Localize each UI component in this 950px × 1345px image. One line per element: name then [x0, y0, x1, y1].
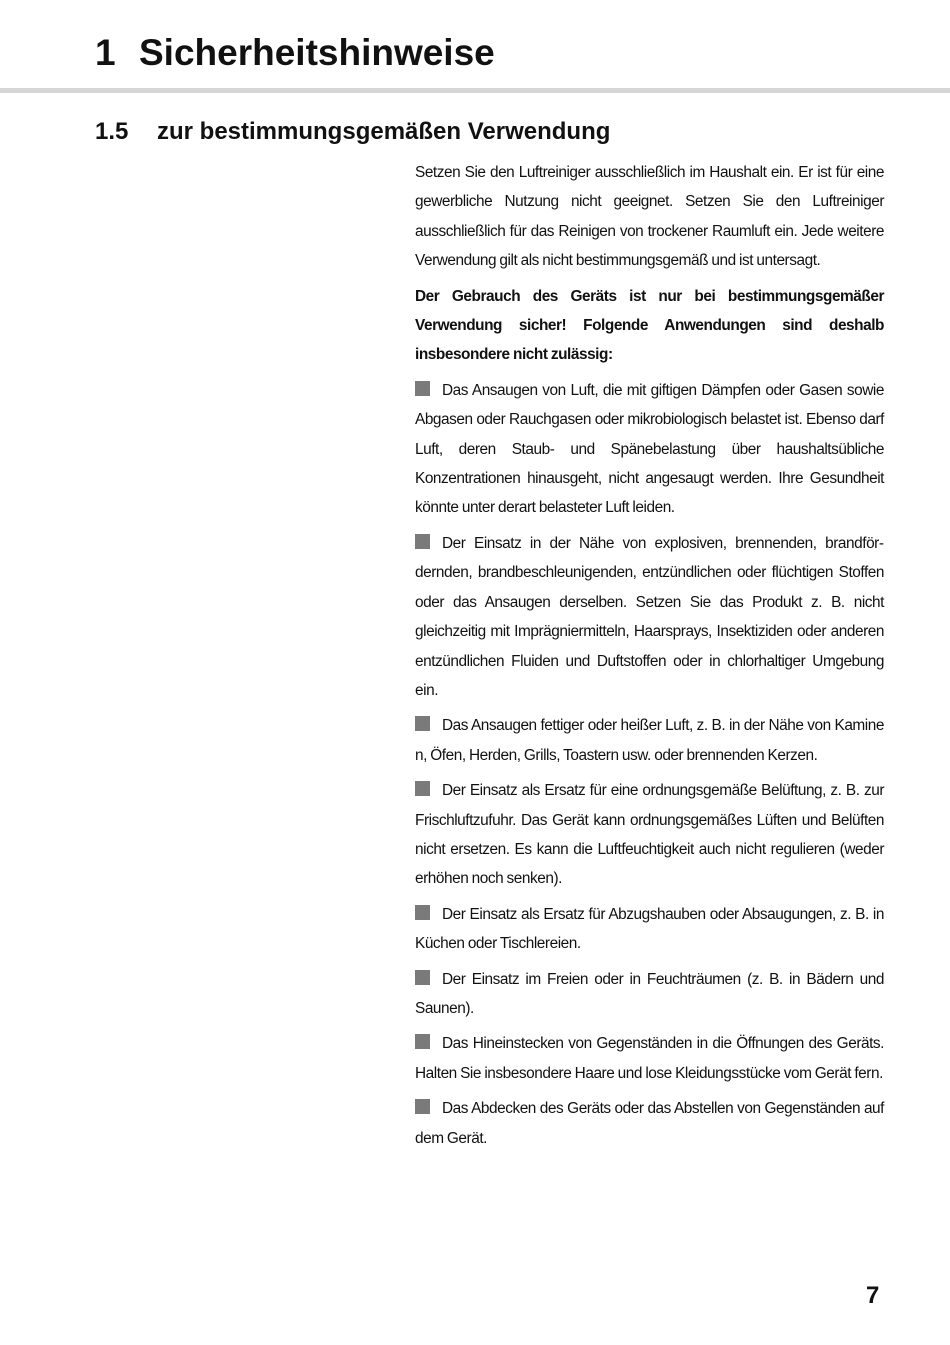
- square-bullet-icon: [415, 905, 430, 920]
- square-bullet-icon: [415, 716, 430, 731]
- square-bullet-icon: [415, 381, 430, 396]
- square-bullet-icon: [415, 781, 430, 796]
- square-bullet-icon: [415, 534, 430, 549]
- list-item-text: Das Abdecken des Geräts oder das Abstellen von Gegenständen auf dem Gerät.: [415, 1100, 884, 1147]
- intro-paragraph: Setzen Sie den Luftreiniger ausschließlich im Haushalt ein. Er ist für eine gewerbliche Nutzung nicht geeignet. Setzen Sie den Luftreiniger ausschließlich für das Reinigen von trockener Raumluft ein. Jede weitere Verwendung gilt als nicht bestimmungsgemäß und ist untersagt.: [415, 164, 884, 270]
- square-bullet-icon: [415, 1034, 430, 1049]
- chapter-title-text: Sicherheitshinweise: [139, 32, 495, 73]
- main-content: [415, 158, 884, 1159]
- list-item: [415, 900, 884, 959]
- section-number: 1.5: [95, 118, 129, 145]
- list-item-text: Das Ansaugen von Luft, die mit giftigen Dämpfen oder Gasen sowie Abgasen oder Rauchgasen oder mikrobiologisch belastet ist. Ebenso darf Luft, deren Staub- und Spänebelastung über haushaltsübliche Konzentrationen hinausgeht, nicht angesaugt werden. Ihre Gesundheit könnte unter derart belasteter Luft leiden.: [415, 381, 884, 517]
- list-item: [415, 711, 884, 770]
- header-rule: [0, 88, 950, 93]
- section-title-text: zur bestimmungsgemäßen Verwendung: [157, 118, 611, 145]
- list-item: [415, 376, 884, 523]
- chapter-title: [95, 30, 495, 76]
- list-item: [415, 1094, 884, 1153]
- page-number: 7: [866, 1282, 880, 1309]
- list-item-text: Der Einsatz als Ersatz für eine ordnungsgemäße Belüftung, z. B. zur Frischluftzufuhr. Das Gerät kann ordnungsgemäßes Lüften und Belüften nicht ersetzen. Es kann die Luftfeuchtigkeit auch nicht regulieren (weder erhöhen noch senken).: [415, 782, 884, 888]
- list-item: [415, 965, 884, 1024]
- chapter-number: 1: [95, 32, 116, 73]
- list-item-text: Das Hineinstecken von Gegenständen in die Öffnungen des Geräts. Halten Sie insbesondere Haare und lose Kleidungsstücke vom Gerät fern.: [415, 1035, 884, 1082]
- square-bullet-icon: [415, 970, 430, 985]
- section-title: [95, 116, 610, 148]
- list-item: [415, 1029, 884, 1088]
- list-item: [415, 529, 884, 705]
- list-item-text: Der Einsatz im Freien oder in Feuchträumen (z. B. in Bädern und Saunen).: [415, 970, 884, 1017]
- warning-paragraph: Der Gebrauch des Geräts ist nur bei bestimmungsgemäßer Verwendung sicher! Folgende Anwendungen sind deshalb insbesondere nicht zulässig:: [415, 287, 884, 364]
- list-item-text: Der Einsatz als Ersatz für Abzugshauben oder Absaugungen, z. B. in Küchen oder Tischlereien.: [415, 905, 884, 953]
- square-bullet-icon: [415, 1099, 430, 1114]
- list-item: [415, 776, 884, 894]
- list-item-text: Der Einsatz in der Nähe von explosiven, brennenden, brandfördernden, brandbeschleunigenden, entzündlichen oder flüchtigen Stoffen oder das Ansaugen derselben. Setzen Sie das Produkt z. B. nicht gleichzeitig mit Imprägniermitteln, Haarsprays, Insektiziden oder anderen entzündlichen Fluiden und Duftstoffen oder in chlorhaltiger Umgebung ein.: [415, 534, 884, 699]
- list-item-text: Das Ansaugen fettiger oder heißer Luft, z. B. in der Nähe von Kamine n, Öfen, Herden, Grills, Toastern usw. oder brennenden Kerzen.: [415, 717, 884, 764]
